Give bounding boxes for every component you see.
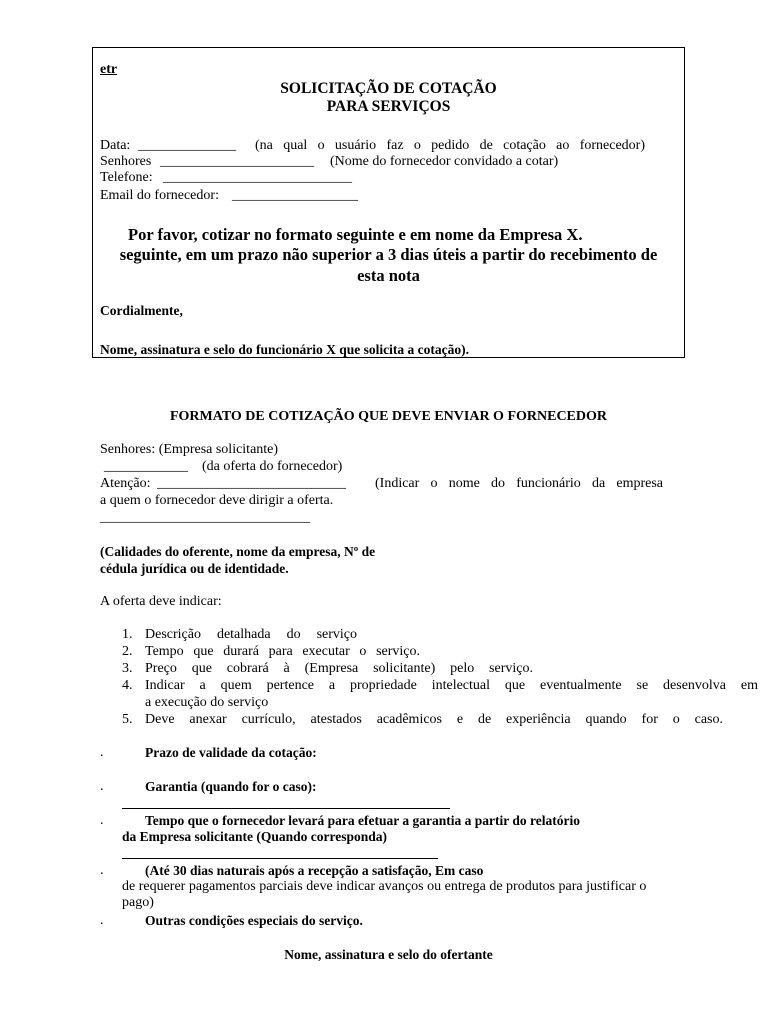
payment-line2: de requerer pagamentos parciais deve indicar avanços ou entrega de produtos para justificar o bbox=[122, 879, 647, 894]
blank-line: ______________________________ bbox=[100, 510, 310, 525]
request-line2: seguinte, em um prazo não superior a 3 dias úteis a partir do recebimento de bbox=[119, 245, 658, 264]
guarantee-label: Garantia (quando for o caso): bbox=[145, 779, 317, 794]
request-signature: Nome, assinatura e selo do funcionário X que solicita a cotação). bbox=[100, 342, 469, 357]
data-blank: ______________ bbox=[138, 138, 236, 153]
atencao-note: (Indicar o nome do funcionário da empresa bbox=[375, 476, 663, 491]
bullet-dot: . bbox=[100, 863, 104, 878]
closing: Cordialmente, bbox=[100, 303, 183, 318]
senhores-label: Senhores bbox=[100, 154, 152, 169]
list-item-number: 3. bbox=[122, 661, 133, 676]
telefone-blank: ___________________________ bbox=[163, 170, 352, 185]
data-note bbox=[255, 138, 645, 154]
list-item: Deve anexar currículo, atestados acadêmicos e de experiência quando for o caso. bbox=[145, 712, 723, 727]
list-item: Indicar a quem pertence a propriedade intelectual que eventualmente se desenvolva em bbox=[145, 678, 758, 693]
payment-line1: (Até 30 dias naturais após a recepção a satisfação, Em caso bbox=[145, 863, 484, 878]
bullet-dot: . bbox=[100, 813, 104, 828]
atencao-blank: ___________________________ bbox=[157, 476, 346, 491]
payment-line3: pago) bbox=[122, 895, 154, 910]
list-item: Preço que cobrará à (Empresa solicitante) pelo serviço. bbox=[145, 661, 533, 676]
payment-underline bbox=[122, 858, 438, 859]
senhores-blank: ______________________ bbox=[160, 154, 314, 169]
other-conditions: Outras condições especiais do serviço. bbox=[145, 913, 363, 928]
header-tag: etr bbox=[100, 62, 118, 77]
list-item-number: 1. bbox=[122, 627, 133, 642]
bullet-dot: . bbox=[100, 745, 104, 760]
request-title-line2: PARA SERVIÇOS bbox=[326, 98, 451, 115]
offer-blank: ____________ bbox=[104, 459, 188, 474]
offer-note: (da oferta do fornecedor) bbox=[202, 459, 343, 474]
request-line3: esta nota bbox=[357, 266, 420, 285]
guarantee-underline bbox=[122, 808, 450, 809]
atencao-label: Atenção: bbox=[100, 476, 151, 491]
guarantee-time-line2: da Empresa solicitante (Quando corresponda) bbox=[122, 829, 388, 844]
atencao-note-2: a quem o fornecedor deve dirigir a oferta. bbox=[100, 493, 334, 508]
senhores-note: (Nome do fornecedor convidado a cotar) bbox=[330, 154, 559, 169]
request-line1: Por favor, cotizar no formato seguinte e em nome da Empresa X. bbox=[128, 225, 583, 244]
bullet-dot: . bbox=[100, 913, 104, 928]
list-item-number: 4. bbox=[122, 678, 133, 693]
list-item-number: 2. bbox=[122, 644, 133, 659]
list-item-continuation: a execução do serviço bbox=[145, 695, 269, 710]
email-label: Email do fornecedor: bbox=[100, 188, 219, 203]
list-item-number: 5. bbox=[122, 712, 133, 727]
format-heading: FORMATO DE COTIZAÇÃO QUE DEVE ENVIAR O FORNECEDOR bbox=[169, 409, 607, 424]
guarantee-time-line1: Tempo que o fornecedor levará para efetuar a garantia a partir do relatório bbox=[145, 813, 580, 828]
email-blank: __________________ bbox=[232, 188, 358, 203]
telefone-label: Telefone: bbox=[100, 170, 153, 185]
final-signature: Nome, assinatura e selo do ofertante bbox=[284, 947, 493, 962]
data-label: Data: bbox=[100, 138, 131, 153]
data-note-text: (na qual o usuário faz o pedido de cotação ao fornecedor) bbox=[255, 138, 645, 153]
list-item: Tempo que durará para executar o serviço. bbox=[145, 644, 420, 659]
validity-label: Prazo de validade da cotação: bbox=[145, 745, 317, 760]
qualities-line1: (Calidades do oferente, nome da empresa, Nº de bbox=[100, 544, 376, 559]
offer-must: A oferta deve indicar: bbox=[100, 594, 222, 609]
request-title-line1: SOLICITAÇÃO DE COTAÇÃO bbox=[280, 80, 497, 97]
qualities-line2: cédula jurídica ou de identidade. bbox=[100, 561, 289, 576]
format-senhores: Senhores: (Empresa solicitante) bbox=[100, 442, 279, 457]
list-item: Descrição detalhada do serviço bbox=[145, 627, 357, 642]
bullet-dot: . bbox=[100, 779, 104, 794]
